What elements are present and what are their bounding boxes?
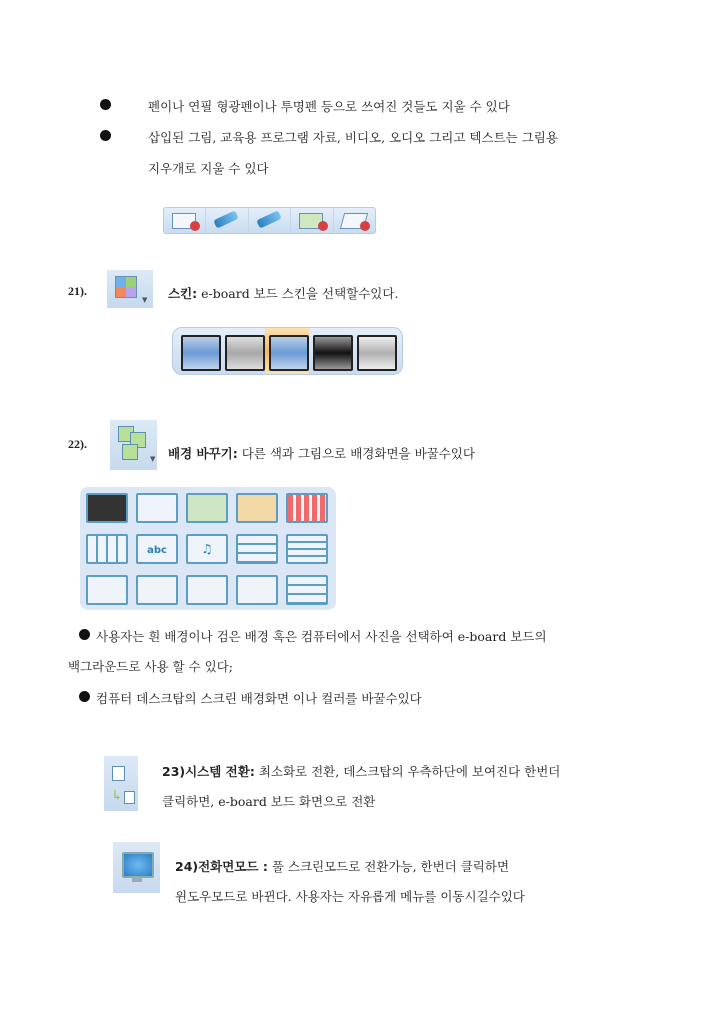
delete-page-icon[interactable] [334,208,375,233]
template-house[interactable] [236,493,278,523]
window-switch-icon [112,766,125,781]
eraser-icon[interactable] [206,208,248,233]
template-picture[interactable] [186,493,228,523]
bullet-text: 펜이나 연필 형광펜이나 투명펜 등으로 쓰여진 것들도 지울 수 있다 [148,99,510,114]
template-white[interactable] [136,493,178,523]
skin-swatch-silver[interactable] [225,335,265,371]
fullscreen-button[interactable] [113,842,160,893]
skin-swatch-blue[interactable] [181,335,221,371]
dropdown-arrow-icon: ▼ [150,455,156,463]
template-color-grid[interactable] [286,493,328,523]
background-template-grid [80,487,336,610]
bullet-icon [100,99,111,110]
template-music[interactable]: ♫ [186,534,228,564]
area-eraser-icon[interactable] [249,208,291,233]
delete-image-icon[interactable] [291,208,333,233]
fullscreen-description-continued: 윈도우모드로 바뀐다. 사용자는 자유롭게 메뉴를 이동시길수있다 [175,889,525,904]
bullet-icon [79,629,90,640]
bullet-text: 사용자는 흰 배경이나 검은 배경 혹은 컴퓨터에서 사진을 선택하여 e-board 보드의 [96,629,547,644]
template-diagonal[interactable] [236,575,278,605]
template-cross-diagonal[interactable] [86,575,128,605]
bullet-text-continued: 지우개로 지울 수 있다 [148,161,269,176]
bullet-text-continued: 백그라운드로 사용 할 수 있다; [68,659,234,674]
bullet-text: 삽입된 그림, 교육용 프로그램 자료, 비디오, 오디오 그리고 텍스트는 그림용 [148,130,558,145]
skin-palette [172,327,403,375]
bullet-icon [79,691,90,702]
skin-swatch-gray[interactable] [357,335,397,371]
system-switch-button[interactable]: ↳ [104,756,138,811]
skin-description: 스킨: e-board 보드 스킨을 선택할수있다. [168,286,399,301]
item-number: 22). [68,437,87,451]
skin-button[interactable] [107,270,153,308]
item-number: 21). [68,284,87,298]
template-table[interactable] [186,575,228,605]
monitor-icon [122,852,154,878]
eraser-toolbar [163,207,376,234]
clear-drawing-icon[interactable] [164,208,206,233]
system-switch-description-continued: 클릭하면, e-board 보드 화면으로 전환 [162,794,376,809]
change-background-button[interactable] [110,420,157,470]
bullet-icon [100,130,111,141]
template-lines[interactable] [236,534,278,564]
template-cross-dotted[interactable] [136,575,178,605]
template-columns[interactable] [86,534,128,564]
skin-swatch-blue-selected[interactable] [269,335,309,371]
skin-swatch-black[interactable] [313,335,353,371]
system-switch-description: 23)시스템 전환: 최소화로 전환, 데스크탑의 우측하단에 보여진다 한번더 [162,764,561,779]
skin-icon [115,276,137,298]
template-black[interactable] [86,493,128,523]
fullscreen-description: 24)전화면모드 : 풀 스크린모드로 전환가능, 한번더 클릭하면 [175,859,510,874]
dropdown-arrow-icon: ▼ [142,296,148,304]
background-description: 배경 바꾸기: 다른 색과 그림으로 배경화면을 바꿀수있다 [168,446,475,461]
bullet-text: 컴퓨터 데스크탑의 스크린 배경화면 이나 컬러를 바꿀수있다 [96,691,422,706]
template-grid[interactable] [286,534,328,564]
template-blocks[interactable] [286,575,328,605]
template-abc[interactable]: abc [136,534,178,564]
